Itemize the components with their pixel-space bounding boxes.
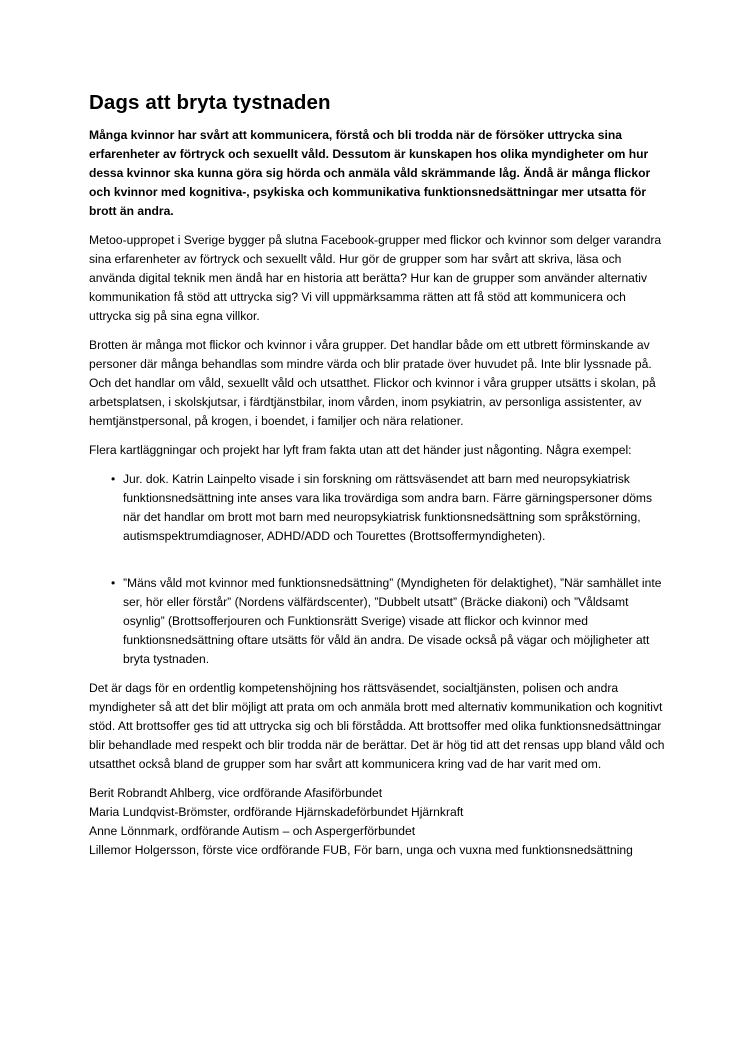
document-page: [89, 90, 669, 860]
document-title: Dags att bryta tystnaden: [89, 91, 331, 114]
paragraph-crimes: Brotten är många mot flickor och kvinnor i våra grupper. Det handlar både om ett utbrett förminskande av personer där många behandlas som mindre värda och blir pratade över huvudet på. Inte blir lyssnade på. Och det handlar om våld, sexuellt våld och utsatthet. Flickor och kvinnor i våra grupper utsätts i skolan, på arbetsplatsen, i skolskjutsar, i färdtjänstbilar, inom vården, inom psykiatrin, av personliga assistenter, av hemtjänstpersonal, på krogen, i boendet, i familjer och nära relationer.: [89, 338, 656, 428]
list-item: [89, 574, 669, 669]
paragraph-surveys: Flera kartläggningar och projekt har lyft fram fakta utan att det händer just någonting. Några exempel:: [89, 443, 632, 457]
signatures: [89, 784, 669, 860]
paragraph-metoo: Metoo-uppropet i Sverige bygger på slutna Facebook-grupper med flickor och kvinnor som delger varandra sina erfarenheter av förtryck och sexuellt våld. Hur gör de grupper som har svårt att skriva, läsa och använda digital teknik men ändå har en historia att berätta? Hur kan de grupper som använder alternativ kommunikation få stöd att uttrycka sig? Vi vill uppmärksamma rätten att få stöd att kommunicera och uttrycka sig på sina egna villkor.: [89, 233, 662, 323]
bullet-icon: •: [111, 472, 116, 486]
bullet-icon: •: [111, 576, 116, 590]
list-item: [89, 470, 669, 546]
examples-list: [89, 470, 669, 669]
list-item-text: ”Mäns våld mot kvinnor med funktionsnedsättning” (Myndigheten för delaktighet), ”När samhället inte ser, hör eller förstår” (Nordens välfärdscenter), ”Dubbelt utsatt” (Bräcke diakoni) och ”Våldsamt osynlig” (Brottsofferjouren och Funktionsrätt Sverige) visade att flickor och kvinnor med funktionsnedsättning oftare utsätts för våld än andra. De visade också på vägar och möjligheter att bryta tystnaden.: [123, 576, 662, 666]
signature-line: Lillemor Holgersson, förste vice ordförande FUB, För barn, unga och vuxna med funktionsnedsättning: [89, 843, 633, 857]
list-item-text: Jur. dok. Katrin Lainpelto visade i sin forskning om rättsväsendet att barn med neuropsykiatrisk funktionsnedsättning inte anses vara lika trovärdiga som andra barn. Färre gärningspersoner döms när det handlar om brott mot barn med neuropsykiatrisk funktionsnedsättning som språkstörning, autismspektrumdiagnoser, ADHD/ADD och Tourettes (Brottsoffermyndigheten).: [123, 472, 653, 543]
signature-line: Anne Lönnmark, ordförande Autism – och Aspergerförbundet: [89, 824, 416, 838]
signature-line: Maria Lundqvist-Brömster, ordförande Hjärnskadeförbundet Hjärnkraft: [89, 805, 464, 819]
lead-paragraph: Många kvinnor har svårt att kommunicera, förstå och bli trodda när de försöker uttrycka sina erfarenheter av förtryck och sexuellt våld. Dessutom är kunskapen hos olika myndigheter om hur dessa kvinnor ska kunna göra sig hörda och anmäla våld skrämmande låg. Ändå är många flickor och kvinnor med kognitiva-, psykiska och kommunikativa funktionsnedsättningar mer utsatta för brott än andra.: [89, 128, 651, 218]
paragraph-closing: Det är dags för en ordentlig kompetenshöjning hos rättsväsendet, socialtjänsten, polisen och andra myndigheter så att det blir möjligt att prata om och anmäla brott med alternativ kommunikation och kognitivt stöd. Att brottsoffer ges tid att uttrycka sig och bli förstådda. Att brottsoffer med olika funktionsnedsättningar blir behandlade med respekt och blir trodda när de berättar. Det är hög tid att det rensas upp bland våld och utsatthet också bland de grupper som har svårt att kommunicera kring vad de har varit med om.: [89, 681, 665, 771]
signature-line: Berit Robrandt Ahlberg, vice ordförande Afasiförbundet: [89, 786, 383, 800]
